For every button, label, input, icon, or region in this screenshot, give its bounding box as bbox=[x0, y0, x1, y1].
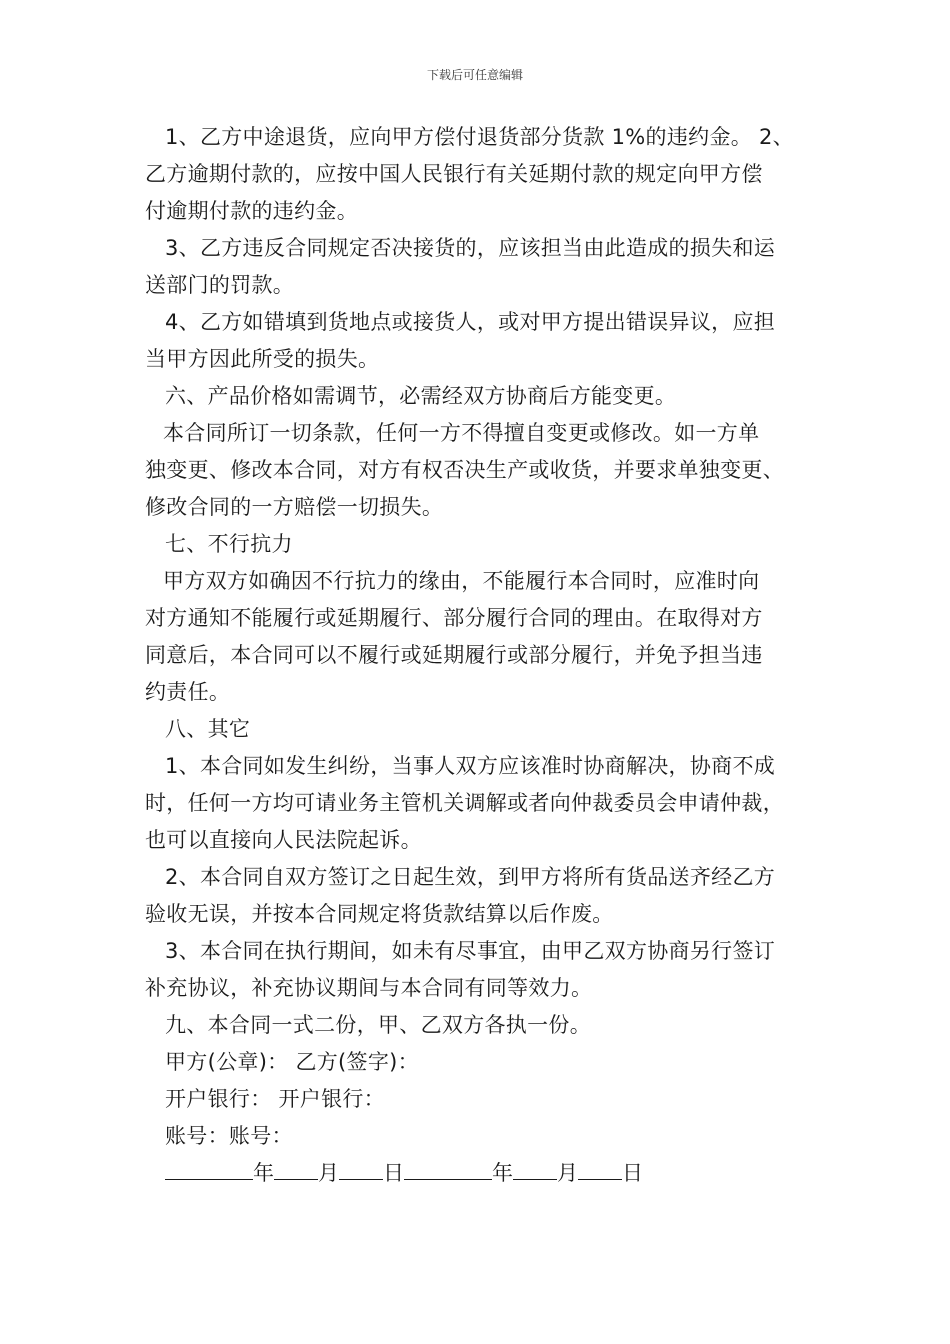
text-line: 独变更、修改本合同，对方有权否决生产或收货，并要求单独变更、 bbox=[145, 458, 784, 482]
signature-date-line bbox=[145, 1155, 835, 1192]
text-line: 甲方(公章)： 乙方(签字)： bbox=[165, 1050, 419, 1074]
text-line: 同意后，本合同可以不履行或延期履行或部分履行，并免予担当违 bbox=[145, 643, 763, 667]
text-line: 1、本合同如发生纠纷，当事人双方应该准时协商解决，协商不成 bbox=[165, 754, 776, 778]
text-line: 六、产品价格如需调节，必需经双方协商后方能变更。 bbox=[165, 384, 677, 408]
text-line: 开户银行： 开户银行： bbox=[165, 1087, 385, 1111]
month-label: 月 bbox=[557, 1161, 578, 1185]
text-line: 七、不行抗力 bbox=[165, 532, 293, 556]
text-line: 甲方双方如确因不行抗力的缘由，不能履行本合同时，应准时向 bbox=[163, 569, 760, 593]
text-line: 补充协议，补充协议期间与本合同有同等效力。 bbox=[145, 976, 593, 1000]
year-blank-party-a[interactable] bbox=[165, 1155, 253, 1180]
text-line: 2、本合同自双方签订之日起生效，到甲方将所有货品送齐经乙方 bbox=[165, 865, 776, 889]
month-label: 月 bbox=[318, 1161, 339, 1185]
year-label: 年 bbox=[492, 1161, 513, 1185]
text-line: 1、乙方中途退货，应向甲方偿付退货部分货款 1%的违约金。 2、 bbox=[165, 125, 794, 149]
day-label: 日 bbox=[383, 1161, 404, 1185]
contract-body bbox=[145, 119, 835, 1192]
year-blank-party-b[interactable] bbox=[404, 1155, 492, 1180]
text-line: 验收无误，并按本合同规定将货款结算以后作废。 bbox=[145, 902, 614, 926]
text-line: 本合同所订一切条款，任何一方不得擅自变更或修改。如一方单 bbox=[163, 421, 760, 445]
text-line: 3、本合同在执行期间，如未有尽事宜，由甲乙双方协商另行签订 bbox=[165, 939, 776, 963]
text-line: 九、本合同一式二份，甲、乙双方各执一份。 bbox=[165, 1013, 591, 1037]
text-line: 账号：账号： bbox=[165, 1124, 293, 1148]
text-line: 送部门的罚款。 bbox=[145, 273, 295, 297]
day-blank-party-b[interactable] bbox=[578, 1155, 622, 1180]
page-header bbox=[0, 66, 950, 83]
text-line: 修改合同的一方赔偿一切损失。 bbox=[145, 495, 444, 519]
header-caption: 下载后可任意编辑 bbox=[426, 68, 523, 82]
text-line: 也可以直接向人民法院起诉。 bbox=[145, 828, 422, 852]
text-line: 对方通知不能履行或延期履行、部分履行合同的理由。在取得对方 bbox=[145, 606, 763, 630]
text-line: 约责任。 bbox=[145, 680, 231, 704]
text-line: 4、乙方如错填到货地点或接货人，或对甲方提出错误异议，应担 bbox=[165, 310, 776, 334]
text-line: 付逾期付款的违约金。 bbox=[145, 199, 358, 223]
text-line: 时，任何一方均可请业务主管机关调解或者向仲裁委员会申请仲裁， bbox=[145, 791, 784, 815]
year-label: 年 bbox=[253, 1161, 274, 1185]
text-line: 乙方逾期付款的，应按中国人民银行有关延期付款的规定向甲方偿 bbox=[145, 162, 763, 186]
month-blank-party-b[interactable] bbox=[513, 1155, 557, 1180]
contract-text bbox=[145, 119, 835, 1155]
text-line: 当甲方因此所受的损失。 bbox=[145, 347, 380, 371]
month-blank-party-a[interactable] bbox=[274, 1155, 318, 1180]
day-label: 日 bbox=[622, 1161, 643, 1185]
day-blank-party-a[interactable] bbox=[339, 1155, 383, 1180]
text-line: 3、乙方违反合同规定否决接货的，应该担当由此造成的损失和运 bbox=[165, 236, 776, 260]
text-line: 八、其它 bbox=[165, 717, 251, 741]
